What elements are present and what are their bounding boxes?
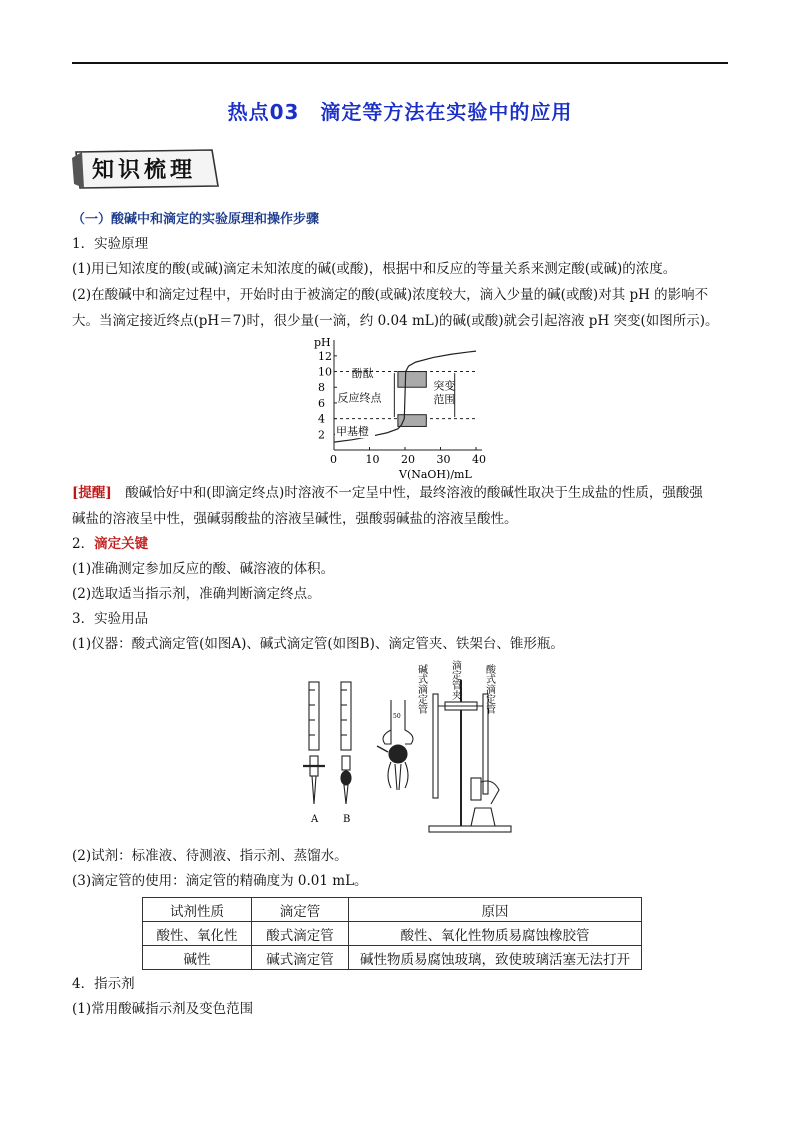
label-acid-burette: 酸式滴定管 — [483, 664, 495, 714]
section2-label: 滴定关键 — [94, 536, 149, 552]
annotation-jump: 突变 — [433, 379, 456, 393]
table-cell: 碱性物质易腐蚀玻璃，致使玻璃活塞无法打开 — [349, 946, 642, 970]
table-cell: 酸性、氧化性物质易腐蚀橡胶管 — [349, 922, 642, 946]
section1-title: 1．实验原理 — [72, 236, 149, 252]
principle-2a: (2)在酸碱中和滴定过程中，开始时由于被滴定的酸(或碱)浓度较大，滴入少量的碱(或酸)对其 pH 的影响不 — [72, 287, 709, 303]
table-cell: 酸式滴定管 — [252, 922, 349, 946]
annotation-range: 范围 — [433, 392, 456, 406]
section1-heading: （一）酸碱中和滴定的实验原理和操作步骤 — [72, 212, 320, 227]
burette-usage: (3)滴定管的使用：滴定管的精确度为 0.01 mL。 — [72, 873, 368, 889]
tip-line1 — [72, 483, 703, 503]
label-base-burette: 碱式滴定管 — [415, 664, 427, 714]
y-tick-label: 4 — [318, 412, 325, 426]
table-header: 试剂性质 — [143, 898, 252, 922]
y-tick-label: 12 — [318, 349, 332, 363]
page-title: 热点03 滴定等方法在实验中的应用 — [227, 100, 573, 124]
top-rule — [72, 62, 728, 64]
banner-label: 知识梳理 — [92, 157, 197, 183]
annotation-methyl-orange: 甲基橙 — [336, 425, 369, 439]
y-tick-label: 6 — [318, 396, 325, 410]
y-tick-label: 10 — [318, 365, 332, 379]
tip-label: [提醒] — [72, 485, 112, 501]
x-tick-label: 40 — [472, 453, 486, 466]
y-tick-label: 2 — [318, 428, 325, 442]
principle-1: (1)用已知浓度的酸(或碱)滴定未知浓度的碱(或酸)，根据中和反应的等量关系来测定酸(或碱)的浓度。 — [72, 261, 677, 277]
label-clamp: 滴定管夹 — [449, 660, 461, 700]
principle-2b: 大。当滴定接近终点(pH＝7)时，很少量(一滴，约 0.04 mL)的碱(或酸)就会引起溶液 pH 突变(如图所示)。 — [72, 313, 719, 329]
table-cell: 酸性、氧化性 — [143, 922, 252, 946]
section3-title: 3．实验用品 — [72, 611, 149, 627]
table-header: 原因 — [349, 898, 642, 922]
section4-title: 4．指示剂 — [72, 976, 135, 992]
y-axis-label: pH — [314, 336, 331, 349]
label-50: 50 — [393, 713, 401, 720]
table-cell: 碱式滴定管 — [252, 946, 349, 970]
indicator-band — [398, 372, 426, 388]
instruments: (1)仪器：酸式滴定管(如图A)、碱式滴定管(如图B)、滴定管夹、铁架台、锥形瓶。 — [72, 636, 564, 652]
table-header: 滴定管 — [252, 898, 349, 922]
tip-text1: 酸碱恰好中和(即滴定终点)时溶液不一定呈中性，最终溶液的酸碱性取决于生成盐的性质，强酸强 — [111, 485, 703, 501]
x-tick-label: 30 — [436, 453, 451, 466]
table-row — [143, 946, 642, 970]
label-b: B — [343, 814, 351, 825]
y-tick-label: 8 — [318, 381, 325, 395]
key-2: (2)选取适当指示剂，准确判断滴定终点。 — [72, 586, 321, 602]
annotation-endpoint: 反应终点 — [337, 391, 382, 405]
table-row — [143, 922, 642, 946]
section2-num: 2． — [72, 536, 95, 552]
tip-line2: 碱盐的溶液呈中性，强碱弱酸盐的溶液呈碱性，强酸弱碱盐的溶液呈酸性。 — [72, 511, 518, 527]
table-header-row — [143, 898, 642, 922]
annotation-phenolphthalein: 酚酞 — [351, 367, 374, 381]
section2-title — [72, 534, 148, 554]
x-axis-label: V(NaOH)/mL — [399, 468, 472, 481]
x-tick-label: 20 — [401, 453, 415, 466]
titration-chart — [300, 334, 500, 481]
burette-figure — [295, 660, 525, 838]
x-tick-label: 10 — [365, 453, 380, 466]
key-1: (1)准确测定参加反应的酸、碱溶液的体积。 — [72, 561, 335, 577]
table-cell: 碱性 — [143, 946, 252, 970]
x-tick-label: 0 — [330, 453, 337, 466]
indicator-range: (1)常用酸碱指示剂及变色范围 — [72, 1001, 254, 1017]
burette-table — [142, 897, 642, 970]
label-a: A — [311, 814, 319, 825]
reagents: (2)试剂：标准液、待测液、指示剂、蒸馏水。 — [72, 848, 348, 864]
